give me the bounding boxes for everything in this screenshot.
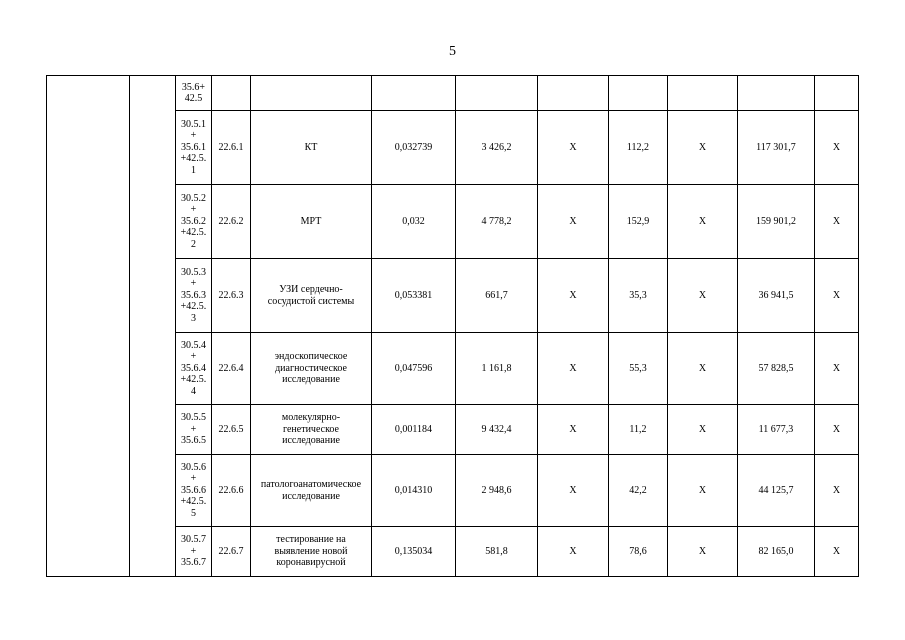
value-cell: 78,6 [609,527,668,577]
x-cell: X [538,405,609,455]
code-line: + [190,204,197,216]
total-cell: 82 165,0 [738,527,815,577]
name-cell [251,333,372,405]
x-cell: X [538,527,609,577]
code-cell [176,185,212,259]
name-cell [251,405,372,455]
num-cell: 22.6.3 [212,259,251,333]
code-line: 30.5.1 [181,118,206,130]
code-line: 42.5 [184,93,203,104]
code-line: 35.6.4 [181,362,206,374]
code-cell [176,76,212,111]
total-cell: 44 125,7 [738,455,815,527]
name-line: УЗИ сердечно- [279,284,343,295]
x-cell: X [815,259,859,333]
cost-cell: 2 948,6 [456,455,538,527]
cost-cell: 581,8 [456,527,538,577]
total-cell: 36 941,5 [738,259,815,333]
x-cell: X [538,259,609,333]
coef-cell: 0,135034 [372,527,456,577]
name-line: диагностическое [275,362,347,374]
x-cell: X [815,455,859,527]
x-cell: X [538,111,609,185]
coef-cell: 0,053381 [372,259,456,333]
code-line: +42.5. [180,301,207,313]
x-cell: X [538,185,609,259]
code-line: 30.5.4 [181,339,206,351]
value-cell: 152,9 [609,185,668,259]
code-line: 35.6.5 [181,435,206,447]
name-line: исследование [282,435,340,447]
code-cell [176,259,212,333]
merged-cell-left [47,76,130,577]
total-cell: 11 677,3 [738,405,815,455]
name-cell [251,76,372,111]
coef-cell: 0,014310 [372,455,456,527]
name-line: патологоанатомическое [260,479,362,490]
total-cell [738,76,815,111]
cost-cell [456,76,538,111]
code-line: 1 [191,164,196,176]
x-cell: X [815,333,859,405]
code-line: 4 [191,385,196,397]
code-line: + [190,473,197,485]
code-line: 30.5.7 [181,534,206,546]
x-cell: X [815,111,859,185]
num-cell: 22.6.5 [212,405,251,455]
x-cell: X [668,405,738,455]
num-cell: 22.6.1 [212,111,251,185]
num-cell: 22.6.2 [212,185,251,259]
name-line: МРТ [300,215,322,227]
value-cell: 55,3 [609,333,668,405]
total-cell: 159 901,2 [738,185,815,259]
name-cell [251,527,372,577]
num-cell: 22.6.6 [212,455,251,527]
code-line: +42.5. [180,496,207,508]
code-line: 2 [191,238,196,250]
code-line: + [190,423,197,435]
code-line: + [190,351,197,363]
cost-cell: 1 161,8 [456,333,538,405]
name-line: КТ [304,141,318,153]
name-cell [251,185,372,259]
x-cell: X [538,455,609,527]
code-line: 35.6+ [181,81,206,93]
cost-cell: 661,7 [456,259,538,333]
x-cell [815,76,859,111]
page-number: 5 [449,44,456,59]
code-cell [176,455,212,527]
x-cell: X [668,111,738,185]
code-line: 30.5.3 [181,266,206,278]
table-row [47,76,859,111]
value-cell: 112,2 [609,111,668,185]
name-line: исследование [282,374,340,386]
x-cell [538,76,609,111]
code-line: +42.5. [180,374,207,386]
x-cell: X [668,259,738,333]
value-cell: 42,2 [609,455,668,527]
coef-cell: 0,032 [372,185,456,259]
code-cell [176,333,212,405]
code-line: 35.6.1 [181,141,206,153]
name-line: тестирование на [276,534,346,546]
coef-cell [372,76,456,111]
name-cell [251,455,372,527]
value-cell [609,76,668,111]
code-line: 3 [191,312,196,324]
code-line: + [190,130,197,142]
code-line: 35.6.6 [181,484,206,496]
name-line: выявление новой [274,545,348,557]
code-line: 30.5.6 [181,461,206,473]
code-line: +42.5. [180,153,207,165]
name-line: молекулярно- [281,412,341,424]
x-cell: X [668,527,738,577]
code-line: + [190,278,197,290]
coef-cell: 0,047596 [372,333,456,405]
cost-cell: 9 432,4 [456,405,538,455]
code-line: 35.6.7 [181,557,206,569]
code-line: + [190,545,197,557]
name-cell [251,111,372,185]
x-cell: X [668,455,738,527]
x-cell: X [815,527,859,577]
name-line: эндоскопическое [274,351,348,363]
code-cell [176,527,212,577]
cost-cell: 4 778,2 [456,185,538,259]
tariff-table [46,75,859,577]
x-cell: X [538,333,609,405]
num-cell: 22.6.7 [212,527,251,577]
total-cell: 57 828,5 [738,333,815,405]
x-cell: X [668,185,738,259]
x-cell: X [668,333,738,405]
code-line: 30.5.5 [181,412,206,424]
name-line: коронавирусной [276,557,346,569]
coef-cell: 0,001184 [372,405,456,455]
code-line: 5 [191,507,196,519]
x-cell [668,76,738,111]
name-cell [251,259,372,333]
name-line: сосудистой системы [267,295,355,307]
merged-cell-second [130,76,176,577]
name-line: исследование [282,490,340,502]
total-cell: 117 301,7 [738,111,815,185]
code-line: 35.6.2 [181,215,206,227]
x-cell: X [815,185,859,259]
code-line: +42.5. [180,227,207,239]
code-line: 35.6.3 [181,289,206,301]
num-cell: 22.6.4 [212,333,251,405]
name-line: генетическое [283,423,339,435]
value-cell: 11,2 [609,405,668,455]
code-line: 30.5.2 [181,192,206,204]
code-cell [176,405,212,455]
coef-cell: 0,032739 [372,111,456,185]
num-cell [212,76,251,111]
value-cell: 35,3 [609,259,668,333]
code-cell [176,111,212,185]
cost-cell: 3 426,2 [456,111,538,185]
x-cell: X [815,405,859,455]
